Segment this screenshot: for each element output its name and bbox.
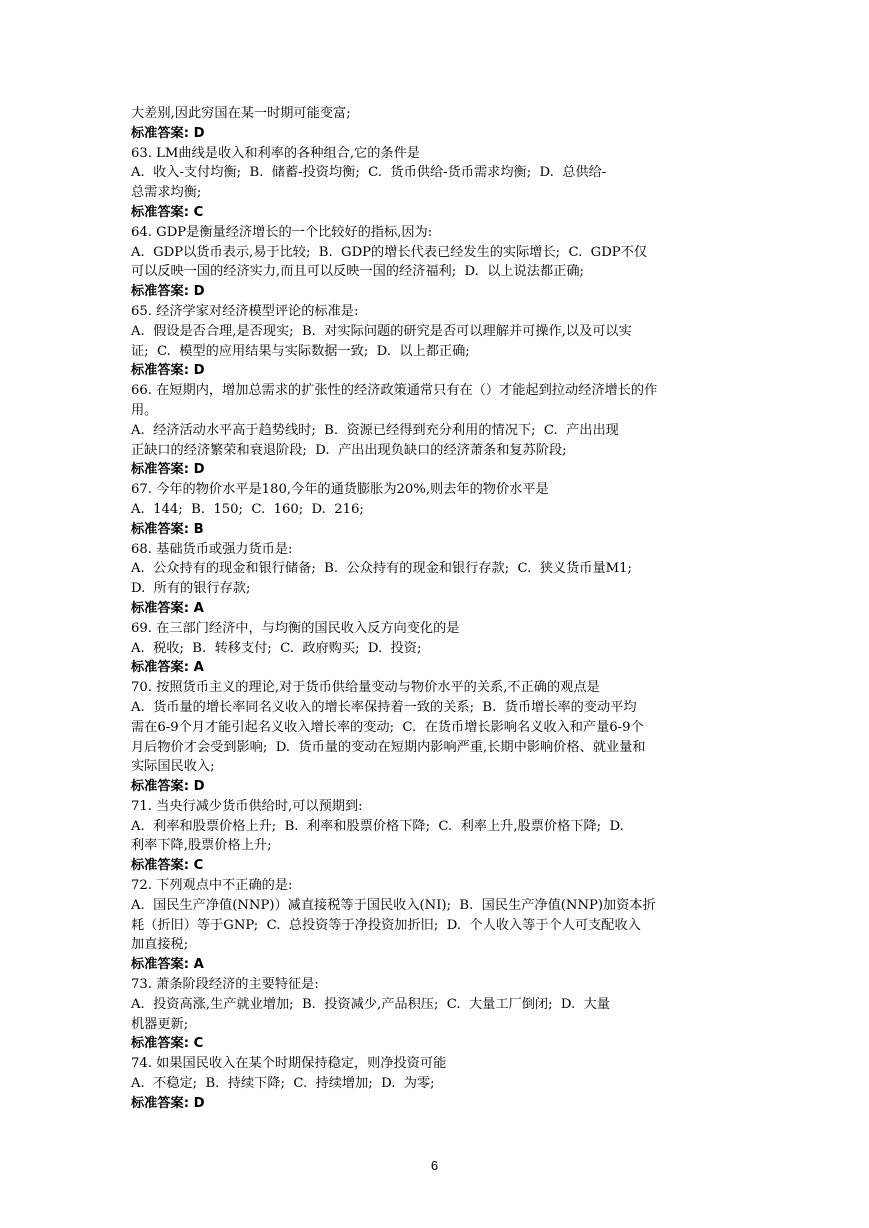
text-line: A. 经济活动水平高于趋势线时; B. 资源已经得到充分利用的情况下; C. 产出出现 [131, 422, 619, 438]
answer-line: 标准答案: D [131, 363, 205, 379]
answer-line: 标准答案: B [131, 521, 204, 537]
text-line: 加直接税; [131, 937, 189, 953]
text-line: A. 利率和股票价格上升; B. 利率和股票价格下降; C. 利率上升,股票价格下降; D. [131, 818, 624, 834]
answer-line: 标准答案: A [131, 600, 204, 616]
text-line: 74. 如果国民收入在某个时期保持稳定，则净投资可能 [131, 1056, 447, 1072]
text-line: 69. 在三部门经济中，与均衡的国民收入反方向变化的是 [131, 620, 460, 636]
page-number: 6 [430, 1158, 439, 1173]
text-line: 正缺口的经济繁荣和衰退阶段; D. 产出出现负缺口的经济萧条和复苏阶段; [131, 442, 567, 458]
answer-line: 标准答案: A [131, 957, 204, 973]
text-line: 64. GDP是衡量经济增长的一个比较好的指标,因为: [131, 224, 433, 240]
answer-line: 标准答案: C [131, 1036, 204, 1052]
text-line: 67. 今年的物价水平是180,今年的通货膨胀为20%,则去年的物价水平是 [131, 482, 549, 498]
text-line: 用。 [131, 402, 158, 418]
text-line: 72. 下列观点中不正确的是: [131, 878, 293, 894]
text-line: 65. 经济学家对经济模型评论的标准是: [131, 303, 359, 319]
question-list [131, 104, 741, 1114]
text-line: 实际国民收入; [131, 759, 215, 775]
text-line: A. 公众持有的现金和银行储备; B. 公众持有的现金和银行存款; C. 狭义货币量M1; [131, 561, 632, 577]
text-line: A. 投资高涨,生产就业增加; B. 投资减少,产品积压; C. 大量工厂倒闭; D. 大量 [131, 996, 610, 1012]
text-line: 利率下降,股票价格上升; [131, 838, 272, 854]
text-line: 73. 萧条阶段经济的主要特征是: [131, 977, 319, 993]
text-line: A. 国民生产净值(NNP)）减直接税等于国民收入(NI); B. 国民生产净值(NNP)加资本折 [131, 897, 656, 913]
text-line: 70. 按照货币主义的理论,对于货币供给量变动与物价水平的关系,不正确的观点是 [131, 680, 600, 696]
answer-line: 标准答案: D [131, 462, 205, 478]
text-line: 可以反映一国的经济实力,而且可以反映一国的经济福利; D. 以上说法都正确; [131, 264, 584, 280]
text-line: 机器更新; [131, 1016, 189, 1032]
text-line: A. 收入-支付均衡; B. 储蓄-投资均衡; C. 货币供给-货币需求均衡; D. 总供给- [131, 165, 607, 181]
answer-line: 标准答案: D [131, 1095, 205, 1111]
text-line: 证; C. 模型的应用结果与实际数据一致; D. 以上都正确; [131, 343, 470, 359]
answer-line: 标准答案: C [131, 204, 204, 220]
text-line: A. 货币量的增长率同名义收入的增长率保持着一致的关系; B. 货币增长率的变动平均 [131, 699, 637, 715]
text-line: 月后物价才会受到影响; D. 货币量的变动在短期内影响严重,长期中影响价格、就业量和 [131, 739, 646, 755]
text-line: A. 假设是否合理,是否现实; B. 对实际问题的研究是否可以理解并可操作,以及可以实 [131, 323, 632, 339]
answer-line: 标准答案: C [131, 858, 204, 874]
text-line: 大差别,因此穷国在某一时期可能变富; [131, 106, 351, 121]
text-line: A. 不稳定; B. 持续下降; C. 持续增加; D. 为零; [131, 1076, 435, 1092]
text-line: 需在6-9个月才能引起名义收入增长率的变动; C. 在货币增长影响名义收入和产量6-9个 [131, 719, 644, 735]
answer-line: 标准答案: D [131, 779, 205, 795]
text-line: 总需求均衡; [131, 185, 202, 201]
text-line: 耗（折旧）等于GNP; C. 总投资等于净投资加折旧; D. 个人收入等于个人可支配收入 [131, 917, 641, 933]
text-line: A. GDP以货币表示,易于比较; B. GDP的增长代表已经发生的实际增长; C. GDP不仅 [131, 244, 648, 260]
text-line: A. 税收; B. 转移支付; C. 政府购买; D. 投资; [131, 640, 422, 656]
answer-line: 标准答案: A [131, 660, 204, 676]
text-line: 63. LM曲线是收入和利率的各种组合,它的条件是 [131, 145, 420, 161]
answer-line: 标准答案: D [131, 284, 205, 300]
text-line: 68. 基础货币或强力货币是: [131, 541, 293, 557]
answer-line: 标准答案: D [131, 125, 205, 141]
text-line: 71. 当央行减少货币供给时,可以预期到: [131, 798, 363, 814]
text-line: A. 144; B. 150; C. 160; D. 216; [131, 501, 364, 517]
text-line: 66. 在短期内，增加总需求的扩张性的经济政策通常只有在（）才能起到拉动经济增长的作 [131, 383, 658, 399]
text-line: D. 所有的银行存款; [131, 581, 251, 597]
